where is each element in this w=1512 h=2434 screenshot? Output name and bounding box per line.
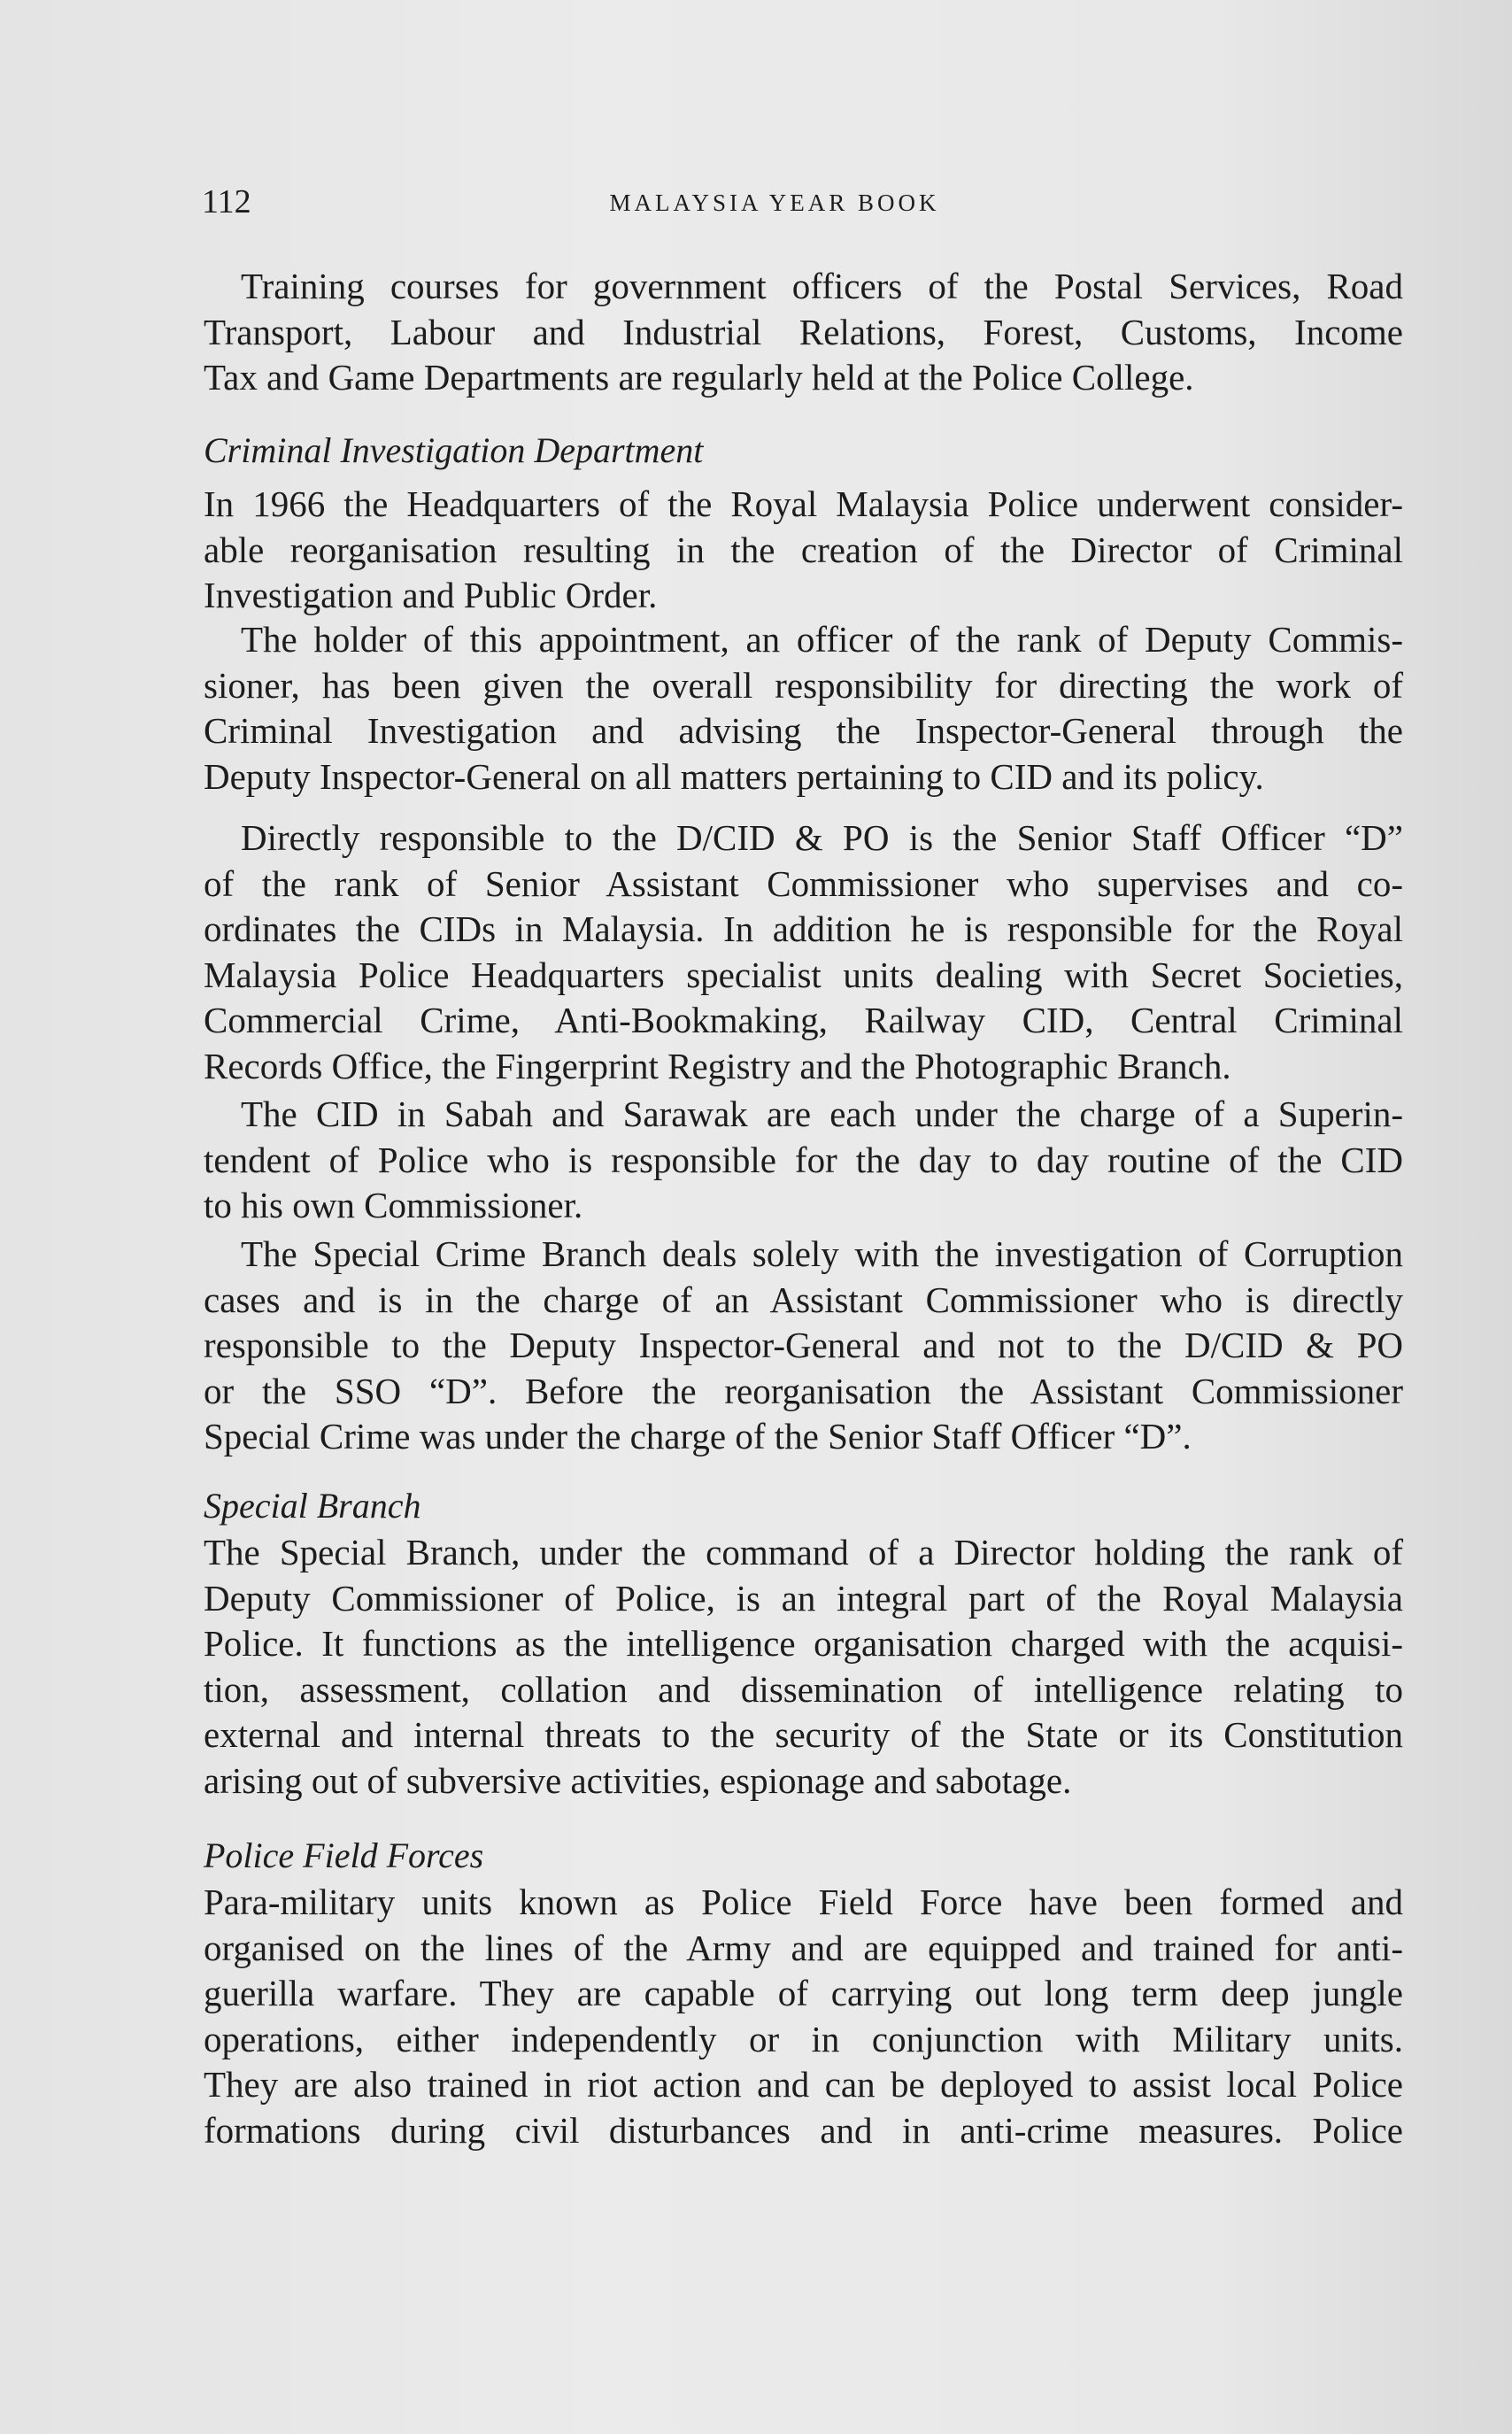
text-line: Directly responsible to the D/CID & PO is the Senior Staff Officer “D” (241, 817, 1403, 858)
text-line: sioner, has been given the overall responsibility for directing the work of (204, 664, 1403, 706)
section-heading: Criminal Investigation Department (204, 430, 704, 470)
text-line: or the SSO “D”. Before the reorganisation the Assistant Commissioner (204, 1370, 1403, 1411)
text-line: responsible to the Deputy Inspector-General and not to the D/CID & PO (204, 1325, 1403, 1365)
paragraph (204, 482, 1403, 619)
text-line: Para-military units known as Police Field Force have been formed and (204, 1882, 1403, 1922)
text-line: Police. It functions as the intelligence organisation charged with the acquisi- (204, 1623, 1403, 1664)
text-line: external and internal threats to the security of the State or its Constitution (204, 1714, 1403, 1755)
text-line: The holder of this appointment, an officer of the rank of Deputy Commis- (241, 619, 1403, 660)
text-line: Records Office, the Fingerprint Registry and the Photographic Branch. (204, 1045, 1231, 1086)
page-number: 112 (202, 183, 251, 220)
text-line: able reorganisation resulting in the creation of the Director of Criminal (204, 529, 1403, 570)
text-line: formations during civil disturbances and in anti-crime measures. Police (204, 2109, 1403, 2151)
text-line: ordinates the CIDs in Malaysia. In addition he is responsible for the Royal (204, 908, 1403, 949)
section-heading: Special Branch (204, 1486, 421, 1526)
text-line: tendent of Police who is responsible for the day to day routine of the CID (204, 1139, 1403, 1180)
text-line: Investigation and Public Order. (204, 575, 658, 615)
text-line: organised on the lines of the Army and are equipped and trained for anti- (204, 1927, 1403, 1968)
text-line: The CID in Sabah and Sarawak are each under the charge of a Superin- (241, 1093, 1403, 1134)
text-line: of the rank of Senior Assistant Commissioner who supervises and co- (204, 862, 1403, 904)
paragraph (204, 1232, 1403, 1460)
text-line: Transport, Labour and Industrial Relations, Forest, Customs, Income (204, 311, 1403, 352)
text-line: operations, either independently or in conjunction with Military units. (204, 2018, 1403, 2059)
text-line: Criminal Investigation and advising the Inspector-General through the (204, 710, 1403, 751)
text-line: The Special Crime Branch deals solely with the investigation of Corruption (241, 1233, 1403, 1274)
running-title: MALAYSIA YEAR BOOK (609, 189, 940, 216)
paragraph (204, 815, 1403, 1089)
paragraph (204, 1530, 1403, 1804)
text-line: Deputy Inspector-General on all matters pertaining to CID and its policy. (204, 755, 1264, 797)
paragraph (204, 264, 1403, 401)
text-line: The Special Branch, under the command of a Director holding the rank of (204, 1532, 1403, 1572)
text-line: Malaysia Police Headquarters specialist units dealing with Secret Societies, (204, 954, 1403, 995)
text-line: In 1966 the Headquarters of the Royal Malaysia Police underwent consider- (204, 483, 1403, 524)
text-line: Special Crime was under the charge of the Senior Staff Officer “D”. (204, 1416, 1192, 1457)
text-line: They are also trained in riot action and can be deployed to assist local Police (204, 2064, 1403, 2105)
section-heading: Police Field Forces (204, 1835, 484, 1875)
text-line: arising out of subversive activities, espionage and sabotage. (204, 1759, 1072, 1801)
text-line: tion, assessment, collation and dissemination of intelligence relating to (204, 1668, 1403, 1710)
text-line: Deputy Commissioner of Police, is an integral part of the Royal Malaysia (204, 1577, 1403, 1619)
text-line: cases and is in the charge of an Assistant Commissioner who is directly (204, 1279, 1403, 1320)
text-line: Commercial Crime, Anti-Bookmaking, Railway CID, Central Criminal (204, 1000, 1403, 1040)
text-line: Tax and Game Departments are regularly held at the Police College. (204, 357, 1194, 398)
text-line: guerilla warfare. They are capable of carrying out long term deep jungle (204, 1973, 1403, 2013)
paragraph (204, 1880, 1403, 2153)
paragraph (204, 617, 1403, 800)
paragraph (204, 1092, 1403, 1229)
text-line: to his own Commissioner. (204, 1185, 583, 1225)
text-line: Training courses for government officers of the Postal Services, Road (241, 266, 1403, 306)
